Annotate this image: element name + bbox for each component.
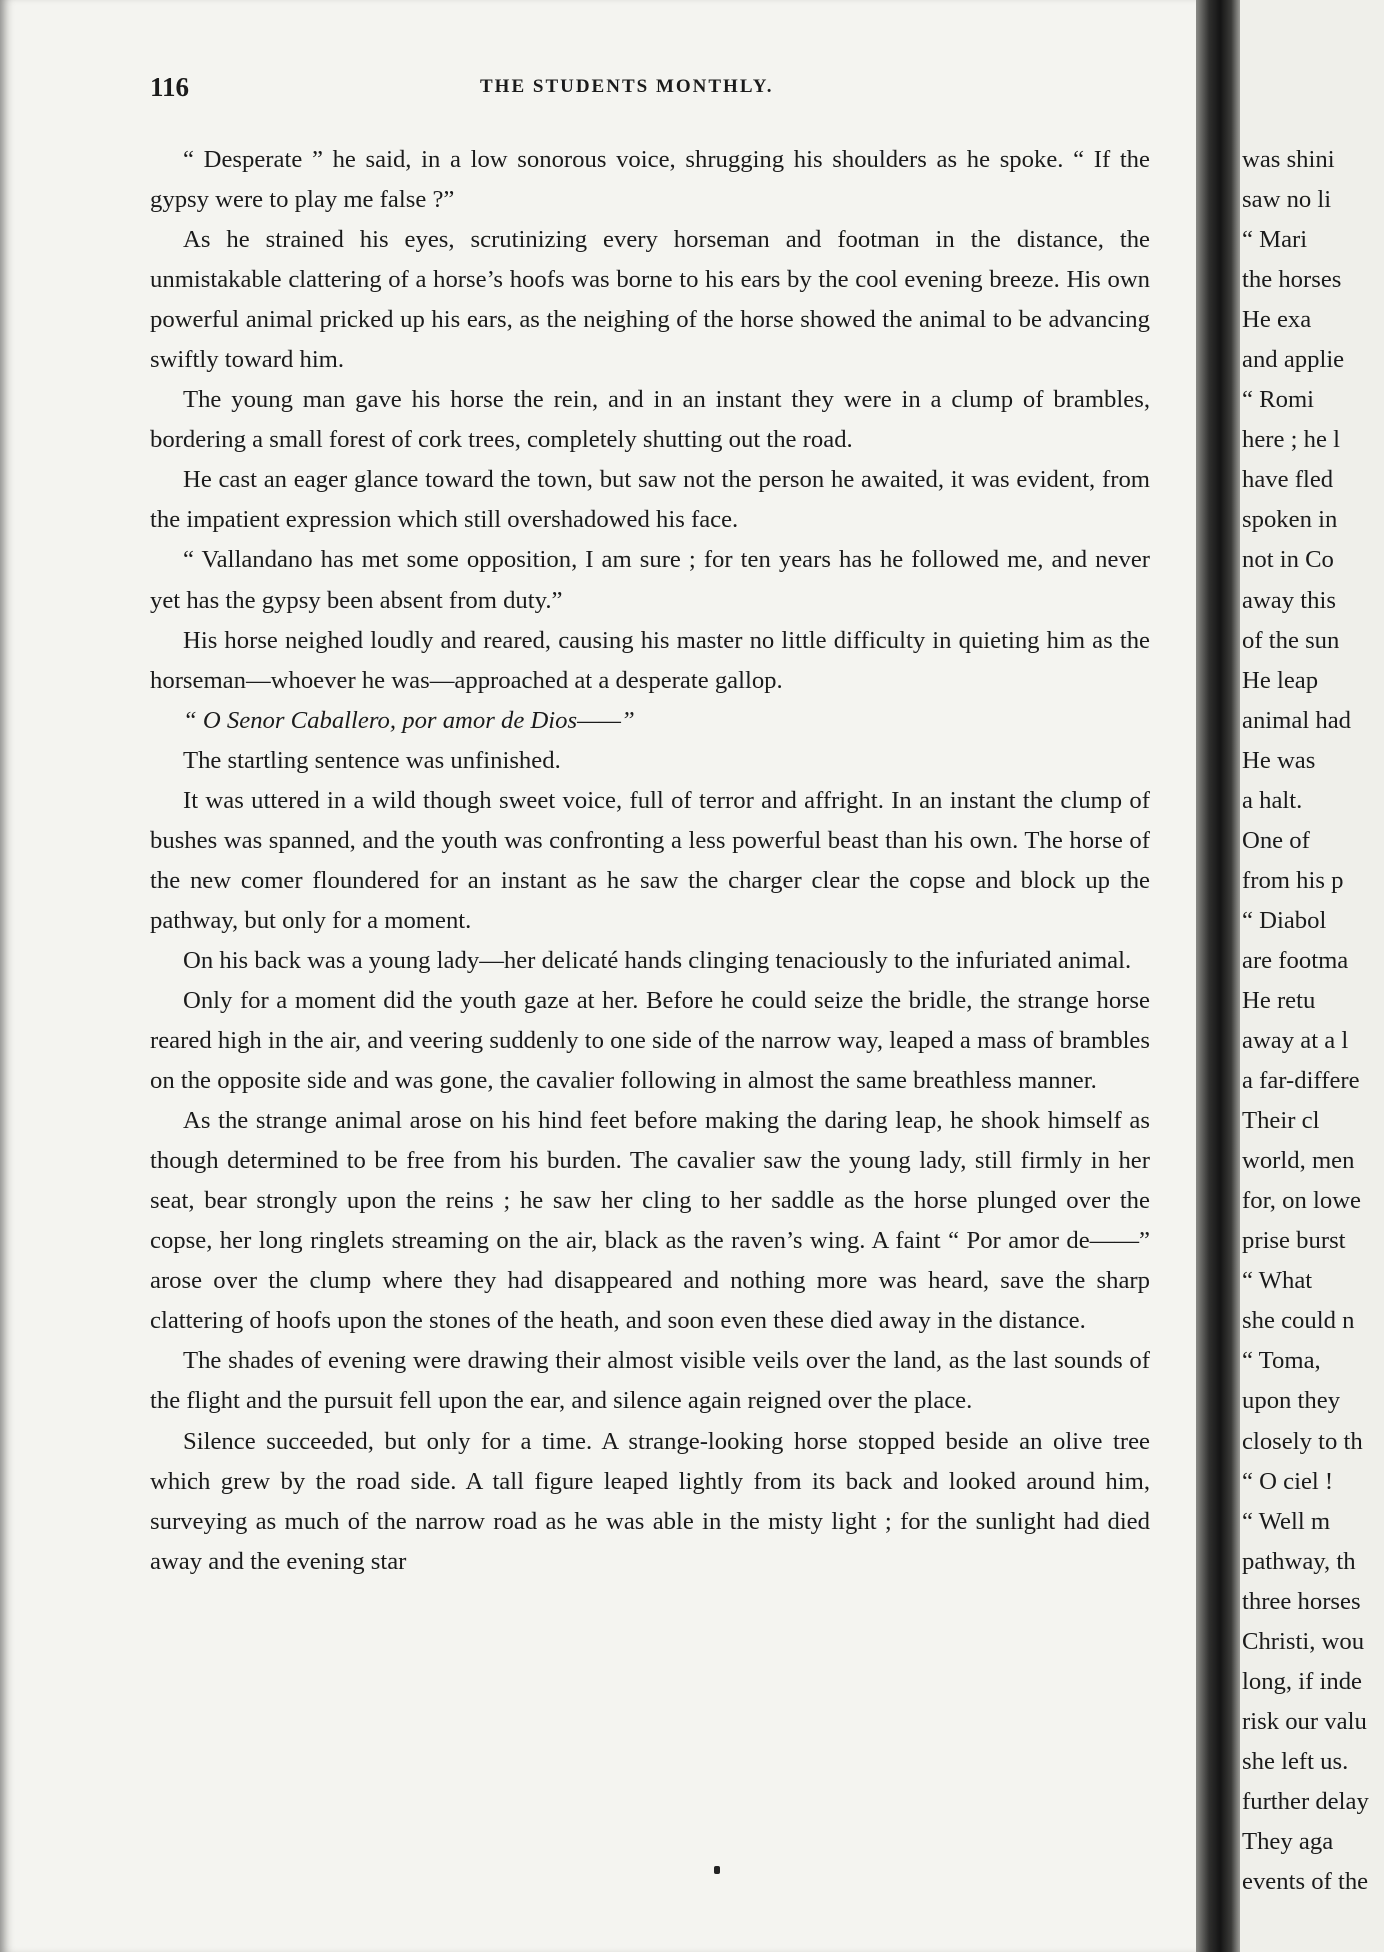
right-page-line: the horses	[1242, 266, 1342, 294]
right-page-line: animal had	[1242, 706, 1351, 734]
right-page-line: spoken in	[1242, 506, 1338, 534]
paragraph: The startling sentence was unfinished.	[183, 746, 561, 774]
right-page-line: He was	[1242, 746, 1316, 774]
right-page-line: events of the	[1242, 1868, 1369, 1896]
right-page-text	[1242, 140, 1384, 1902]
right-page-line: Their cl	[1242, 1107, 1320, 1135]
paragraph: His horse neighed loudly and reared, causing his master no little difficulty in quieting him as the horseman—whoever he was—approached at a desperate gallop.	[150, 626, 1150, 694]
page-number: 116	[150, 72, 190, 102]
right-page-line: “ Toma,	[1242, 1347, 1321, 1375]
right-page-line: world, men	[1242, 1147, 1355, 1175]
right-page-line: was shini	[1242, 146, 1335, 173]
running-head: THE STUDENTS MONTHLY.	[480, 76, 774, 97]
paragraph: He cast an eager glance toward the town, but saw not the person he awaited, it was evident, from the impatient expression which still overshadowed his face.	[150, 466, 1150, 534]
right-page-line: One of	[1242, 826, 1310, 854]
paragraph: The young man gave his horse the rein, and in an instant they were in a clump of brambles, bordering a small forest of cork trees, completely shutting out the road.	[150, 386, 1150, 454]
right-page-line: upon they	[1242, 1387, 1341, 1415]
right-page-line: have fled	[1242, 466, 1334, 494]
right-page-line: and applie	[1242, 346, 1345, 374]
right-page-line: not in Co	[1242, 546, 1334, 574]
right-page-line: “ Romi	[1242, 386, 1315, 414]
right-page-line: Christi, wou	[1242, 1627, 1365, 1655]
paragraph-italic-exclamation: “ O Senor Caballero, por amor de Dios——”	[183, 706, 635, 734]
right-page-line: for, on lowe	[1242, 1187, 1361, 1215]
right-page-line: of the sun	[1242, 626, 1340, 654]
right-page-line: risk our valu	[1242, 1707, 1367, 1735]
paragraph: Only for a moment did the youth gaze at her. Before he could seize the bridle, the strange horse reared high in the air, and veering suddenly to one side of the narrow way, leaped a mass of brambles on the opposite side and was gone, the cavalier following in almost the same breathless manner.	[150, 986, 1150, 1095]
body-text	[150, 140, 1150, 1582]
paragraph: “ Vallandano has met some opposition, I am sure ; for ten years has he followed me, and never yet has the gypsy been absent from duty.”	[150, 546, 1150, 614]
right-page-line: are footma	[1242, 946, 1349, 974]
right-page-line: further delay	[1242, 1787, 1369, 1815]
paragraph: As the strange animal arose on his hind feet before making the daring leap, he shook himself as though determined to be free from his burden. The cavalier saw the young lady, still firmly in her seat, bear strongly upon the reins ; he saw her cling to her saddle as the horse plunged over the copse, her long ringlets streaming on the air, black as the raven’s wing. A faint “ Por amor de——” arose over the clump where they had disappeared and nothing more was heard, save the sharp clattering of hoofs upon the stones of the heath, and soon even these died away in the distance.	[150, 1107, 1150, 1335]
right-page-line: prise burst	[1242, 1227, 1346, 1255]
right-page-line: “ O ciel !	[1242, 1467, 1334, 1495]
right-page-line: here ; he l	[1242, 426, 1341, 454]
right-page-line: away at a l	[1242, 1027, 1349, 1055]
paragraph: On his back was a young lady—her delicaté hands clinging tenaciously to the infuriated animal.	[183, 946, 1132, 974]
right-page-line: They aga	[1242, 1827, 1334, 1855]
right-page-line: three horses	[1242, 1587, 1361, 1615]
paragraph: It was uttered in a wild though sweet voice, full of terror and affright. In an instant the clump of bushes was spanned, and the youth was confronting a less powerful beast than his own. The horse of the new comer floundered for an instant as he saw the charger clear the copse and block up the pathway, but only for a moment.	[150, 786, 1150, 934]
right-page-line: “ Well m	[1242, 1507, 1331, 1535]
book-gutter	[1196, 0, 1240, 1952]
right-page-line: “ What	[1242, 1267, 1313, 1295]
right-page-line: saw no li	[1242, 186, 1332, 214]
right-page-line: a far-differe	[1242, 1067, 1360, 1095]
paragraph: As he strained his eyes, scrutinizing every horseman and footman in the distance, the unmistakable clattering of a horse’s hoofs was borne to his ears by the cool evening breeze. His own powerful animal pricked up his ears, as the neighing of the horse showed the animal to be advancing swiftly toward him.	[150, 226, 1150, 374]
page-header	[150, 72, 1150, 116]
right-page-line: she left us.	[1242, 1747, 1349, 1775]
right-page	[1240, 0, 1384, 1952]
right-page-line: He leap	[1242, 666, 1319, 694]
right-page-line: long, if inde	[1242, 1667, 1362, 1695]
right-page-line: He exa	[1242, 306, 1312, 334]
right-page-line: a halt.	[1242, 786, 1303, 814]
right-page-line: “ Mari	[1242, 226, 1308, 254]
right-page-line: pathway, th	[1242, 1547, 1356, 1575]
paragraph: “ Desperate ” he said, in a low sonorous voice, shrugging his shoulders as he spoke. “ If the gypsy were to play me false ?”	[150, 146, 1150, 214]
right-page-line: from his p	[1242, 866, 1344, 894]
paragraph: Silence succeeded, but only for a time. A strange-looking horse stopped beside an olive tree which grew by the road side. A tall figure leaped lightly from its back and looked around him, surveying as much of the narrow road as he was able in the misty light ; for the sunlight had died away and the evening star	[150, 1427, 1150, 1575]
right-page-line: “ Diabol	[1242, 906, 1327, 934]
right-page-line: closely to th	[1242, 1427, 1363, 1455]
footer-mark	[714, 1866, 720, 1874]
paragraph: The shades of evening were drawing their almost visible veils over the land, as the last sounds of the flight and the pursuit fell upon the ear, and silence again reigned over the place.	[150, 1347, 1150, 1415]
right-page-line: He retu	[1242, 986, 1316, 1014]
right-page-line: away this	[1242, 586, 1336, 614]
right-page-line: she could n	[1242, 1307, 1355, 1335]
